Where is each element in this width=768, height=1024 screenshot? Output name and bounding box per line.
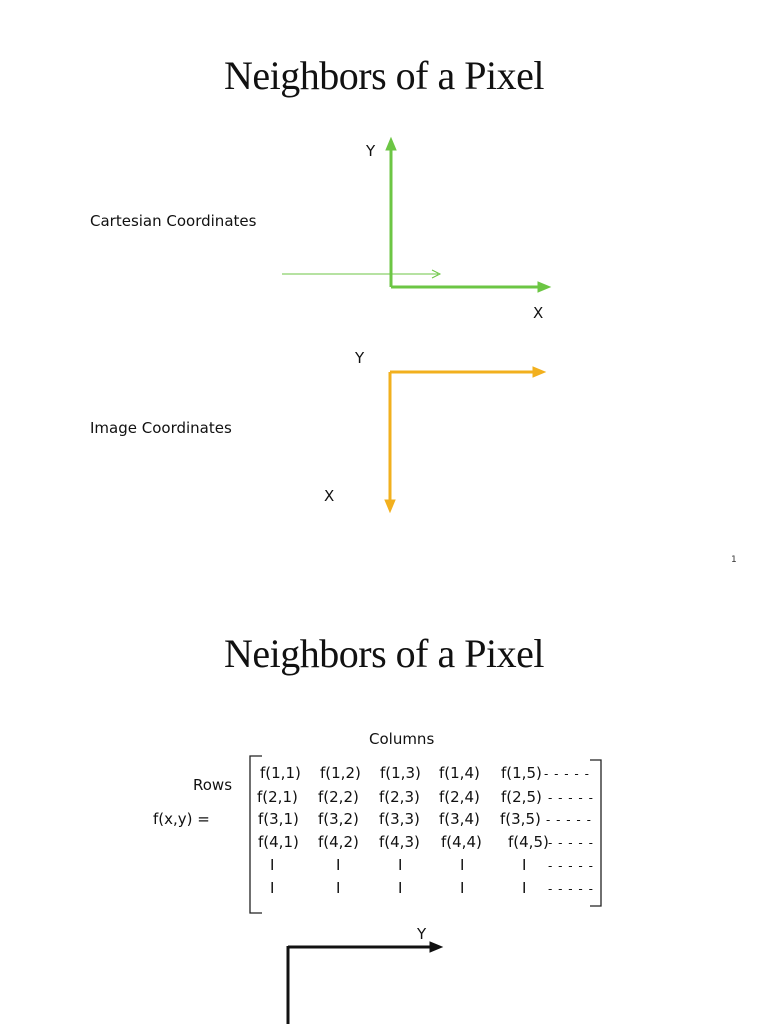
image-coordinates-label: Image Coordinates [90,419,232,437]
matrix-cell: f(3,3) [379,810,420,828]
matrix-cell: f(3,4) [439,810,480,828]
matrix-cell: f(2,2) [318,788,359,806]
matrix-trailing: - - - - - [548,836,594,850]
arrow-right-icon [533,367,545,377]
matrix-trailing: - - - - - [548,859,594,873]
matrix-cell: f(1,1) [260,764,301,782]
slide2-title: Neighbors of a Pixel [224,631,544,676]
matrix-cell: f(1,5) [501,764,542,782]
matrix-cell: f(2,4) [439,788,480,806]
rows-label: Rows [193,776,233,794]
matrix-cell: f(3,5) [500,810,541,828]
matrix-cell: I [398,879,403,897]
image-x-label: X [324,487,335,505]
slide1-title: Neighbors of a Pixel [224,53,544,98]
arrow-right-icon [538,282,550,292]
slide2-axes [288,942,442,1024]
matrix-cell: f(4,2) [318,833,359,851]
function-lhs: f(x,y) = [153,810,210,828]
matrix-cell: I [460,879,465,897]
image-axes [385,367,545,512]
matrix-cell: I [522,879,527,897]
cartesian-label: Cartesian Coordinates [90,212,257,230]
matrix-cell: I [270,879,275,897]
cartesian-y-label: Y [366,142,376,160]
matrix-trailing: - - - - - [546,813,592,827]
matrix-trailing: - - - - - [548,791,594,805]
matrix-cell: I [336,879,341,897]
matrix-cell: I [270,856,275,874]
matrix-cell: I [398,856,403,874]
cartesian-x-label: X [533,304,544,322]
arrow-right-icon [430,942,442,952]
matrix-cell: f(2,5) [501,788,542,806]
matrix-cell: I [336,856,341,874]
image-y-label: Y [355,349,365,367]
matrix-cell: I [522,856,527,874]
arrow-down-icon [385,500,395,512]
page-number: 1 [731,555,737,565]
matrix-cell: f(3,2) [318,810,359,828]
matrix-trailing: - - - - - [548,882,594,896]
matrix-cell: f(2,3) [379,788,420,806]
matrix-cell: f(4,3) [379,833,420,851]
matrix-cell: f(4,1) [258,833,299,851]
columns-label: Columns [369,730,435,748]
slide2-y-label: Y [417,925,427,943]
matrix-cell: f(1,2) [320,764,361,782]
cartesian-axes [282,138,550,292]
matrix-cell: f(4,5) [508,833,549,851]
matrix-trailing: - - - - - [544,767,590,781]
matrix-cell: f(3,1) [258,810,299,828]
arrow-up-icon [386,138,396,150]
matrix-cell: f(1,4) [439,764,480,782]
matrix-cell: f(1,3) [380,764,421,782]
matrix-cell: f(2,1) [257,788,298,806]
matrix-cell: I [460,856,465,874]
matrix-cell: f(4,4) [441,833,482,851]
